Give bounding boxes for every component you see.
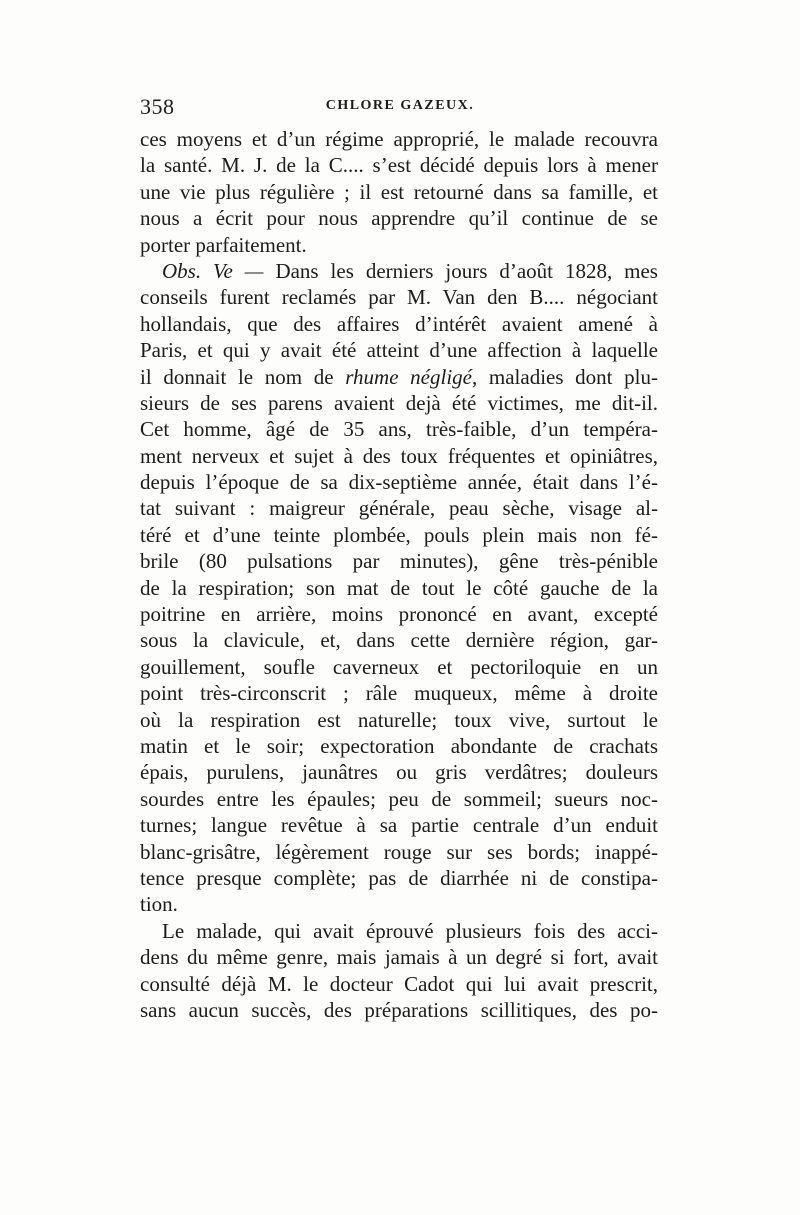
- text-line: de la respiration; son mat de tout le côté gauche de la: [140, 575, 658, 600]
- text-line: dens du même genre, mais jamais à un degré si fort, avait: [140, 945, 658, 970]
- text-line: hollandais, que des affaires d’intérêt avaient amené à: [140, 311, 658, 336]
- text-line: tion.: [140, 892, 178, 917]
- text-line: conseils furent reclamés par M. Van den B.... négociant: [140, 285, 658, 310]
- text-line: téré et d’une teinte plombée, pouls plein mais non fé-: [140, 522, 658, 547]
- text-line: ces moyens et d’un régime approprié, le malade recouvra: [140, 127, 658, 151]
- text-line: épais, purulens, jaunâtres ou gris verdâtres; douleurs: [140, 760, 658, 785]
- text-line-segment: , maladies dont plu-: [471, 364, 658, 389]
- observation-heading-line: [140, 258, 658, 284]
- text-line: blanc-grisâtre, légèrement rouge sur ses bords; inappé-: [140, 839, 658, 864]
- text-line: brile (80 pulsations par minutes), gêne très-pénible: [140, 549, 658, 574]
- text-line: gouillement, soufle caverneux et pectoriloquie en un: [140, 654, 658, 679]
- text-line-segment: il donnait le nom de: [140, 364, 346, 389]
- italic-phrase: rhume négligé: [345, 364, 472, 389]
- text-line: point très-circonscrit ; râle muqueux, même à droite: [140, 681, 658, 706]
- text-line: turnes; langue revêtue à sa partie centrale d’un enduit: [140, 813, 658, 838]
- text-line: sieurs de ses parens avaient dejà été victimes, me dit-il.: [140, 390, 658, 415]
- text-line: poitrine en arrière, moins prononcé en avant, excepté: [140, 602, 658, 627]
- text-line: porter parfaitement.: [140, 232, 307, 257]
- text-line: sous la clavicule, et, dans cette dernière région, gar-: [140, 628, 658, 653]
- text-line: une vie plus régulière ; il est retourné dans sa famille, et: [140, 179, 658, 204]
- page-number: 358: [140, 94, 175, 119]
- text-line: Le malade, qui avait éprouvé plusieurs fois des acci-: [162, 918, 658, 943]
- text-line: où la respiration est naturelle; toux vive, surtout le: [140, 707, 658, 732]
- text-line: nous a écrit pour nous apprendre qu’il continue de se: [140, 206, 658, 231]
- text-line: tat suivant : maigreur générale, peau sèche, visage al-: [140, 496, 658, 521]
- text-line: matin et le soir; expectoration abondante de crachats: [140, 733, 658, 758]
- body-text: [140, 126, 658, 1023]
- text-line-with-italic: [140, 364, 658, 390]
- observation-label: Obs. Ve —: [162, 258, 264, 283]
- running-head: CHLORE GAZEUX.: [325, 98, 475, 113]
- text-line: ment nerveux et sujet à des toux fréquentes et opiniâtres,: [140, 443, 658, 468]
- text-line: tence presque complète; pas de diarrhée ni de constipa-: [140, 865, 658, 890]
- text-line: la santé. M. J. de la C.... s’est décidé depuis lors à mener: [140, 153, 658, 178]
- text-line-segment: Dans les derniers jours d’août 1828, mes: [275, 258, 658, 283]
- text-line: sourdes entre les épaules; peu de sommeil; sueurs noc-: [140, 786, 658, 811]
- text-line: depuis l’époque de sa dix-septième année, était dans l’é-: [140, 470, 658, 495]
- page-header: [140, 94, 660, 124]
- text-line: consulté déjà M. le docteur Cadot qui lui avait prescrit,: [140, 971, 658, 996]
- text-line: Cet homme, âgé de 35 ans, très-faible, d’un tempéra-: [140, 417, 658, 442]
- text-line: sans aucun succès, des préparations scillitiques, des po-: [140, 997, 658, 1022]
- text-line: Paris, et qui y avait été atteint d’une affection à laquelle: [140, 338, 658, 363]
